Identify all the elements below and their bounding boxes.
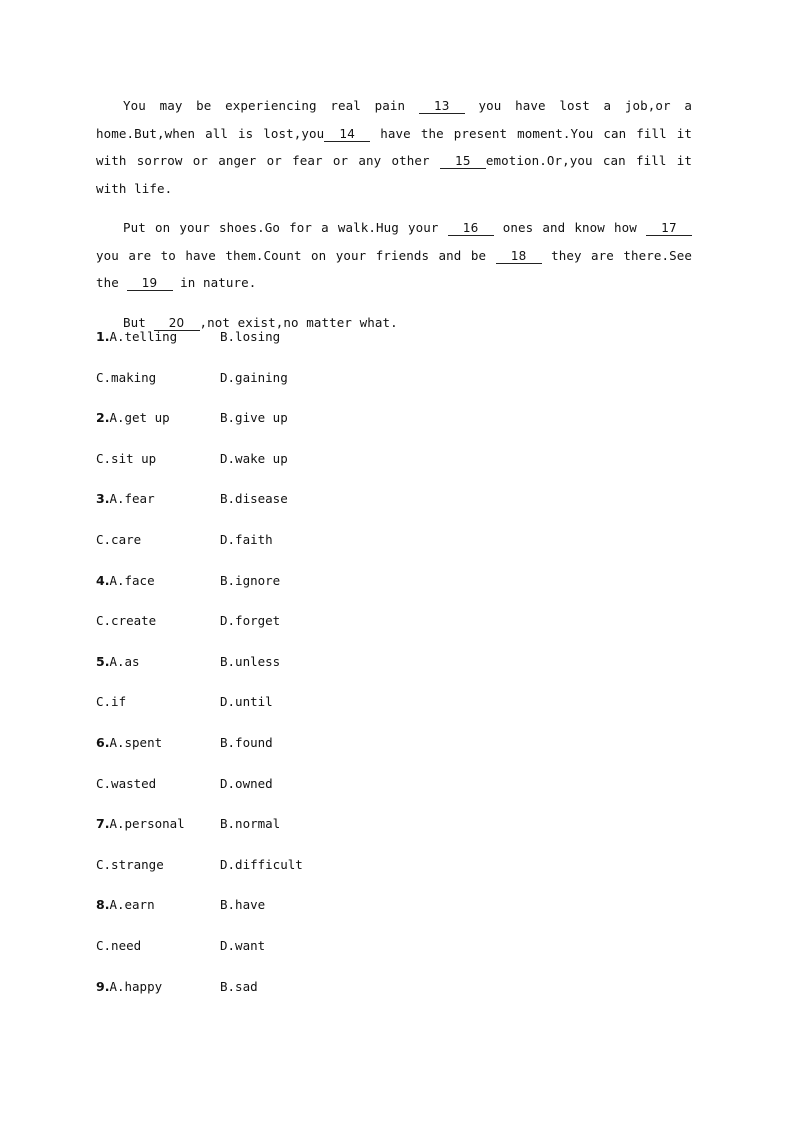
option-a [96, 814, 185, 834]
question-number: 4. [96, 572, 110, 588]
question-number: 8. [96, 897, 110, 913]
option-row [96, 692, 596, 733]
question-number: 3. [96, 491, 110, 507]
option-c: C.making [96, 369, 157, 385]
option-a-text: A.happy [109, 978, 163, 994]
option-row [96, 489, 596, 530]
option-b: B.found [220, 734, 273, 750]
option-row [96, 855, 596, 896]
blank-17: 17 [646, 221, 692, 236]
option-d: D.gaining [220, 369, 288, 385]
option-a-text: A.spent [109, 734, 163, 750]
option-row [96, 611, 596, 652]
option-d: D.difficult [220, 856, 303, 872]
option-c: C.need [96, 937, 142, 953]
option-d: D.owned [220, 775, 273, 791]
cloze-passage [96, 92, 692, 348]
option-c: C.care [96, 531, 142, 547]
text-segment: But [123, 314, 154, 330]
text-segment: you are to have them.Count on your friends and be [96, 247, 496, 263]
option-b: B.normal [220, 816, 281, 832]
option-b: B.losing [220, 329, 281, 344]
option-d: D.faith [220, 531, 273, 547]
blank-20: 20 [154, 316, 200, 331]
option-a-text: A.personal [109, 816, 185, 832]
option-a [96, 977, 162, 997]
text-segment: they are there.See the [96, 247, 692, 290]
option-a-text: A.face [109, 572, 155, 588]
option-a [96, 571, 155, 591]
option-d: D.want [220, 937, 266, 953]
option-a-text: A.earn [109, 897, 155, 913]
option-b: B.sad [220, 978, 258, 994]
text-segment: ,not exist,no matter what. [199, 314, 398, 330]
text-segment: you have lost a job,or a home.But,when all is lost,you [96, 98, 692, 141]
text-segment: in nature. [172, 275, 257, 290]
option-row [96, 774, 596, 815]
option-a [96, 652, 140, 672]
text-segment: You may be experiencing real pain [123, 98, 419, 113]
paragraph-1 [96, 92, 692, 202]
option-row [96, 936, 596, 977]
option-row [96, 652, 596, 693]
option-c: C.strange [96, 856, 164, 872]
option-row [96, 368, 596, 409]
text-segment: emotion.Or,you can fill it with life. [96, 153, 692, 196]
question-number: 5. [96, 653, 110, 669]
option-row [96, 571, 596, 612]
text-segment: Put on your shoes.Go for a walk.Hug your [123, 220, 448, 235]
blank-15: 15 [440, 154, 486, 169]
text-segment: ones and know how [493, 220, 646, 235]
option-a [96, 489, 155, 509]
option-row [96, 408, 596, 449]
option-a-text: A.fear [109, 491, 155, 507]
blank-14: 14 [324, 127, 370, 142]
option-c: C.wasted [96, 775, 157, 791]
option-row [96, 733, 596, 774]
option-b: B.have [220, 897, 266, 913]
option-c: C.create [96, 613, 157, 629]
option-b: B.ignore [220, 572, 281, 588]
question-number: 6. [96, 734, 110, 750]
option-row [96, 977, 596, 1018]
option-row [96, 530, 596, 571]
option-row [96, 895, 596, 936]
option-d: D.forget [220, 613, 281, 629]
blank-18: 18 [496, 249, 542, 264]
option-a-text: A.telling [109, 329, 178, 344]
option-d: D.wake up [220, 450, 288, 466]
option-a-text: A.as [109, 653, 140, 669]
option-row [96, 814, 596, 855]
question-number: 9. [96, 978, 110, 994]
option-row [96, 327, 596, 368]
text-segment: have the present moment.You can fill it with sorrow or anger or fear or any other [96, 125, 692, 168]
question-number: 2. [96, 410, 110, 426]
option-a [96, 733, 162, 753]
question-number: 7. [96, 816, 110, 832]
option-a [96, 408, 170, 428]
option-b: B.unless [220, 653, 281, 669]
option-c: C.sit up [96, 450, 157, 466]
option-a-text: A.get up [109, 410, 170, 426]
blank-16: 16 [448, 221, 494, 236]
blank-13: 13 [419, 99, 465, 114]
option-a [96, 895, 155, 915]
answer-options [96, 327, 596, 1017]
option-b: B.give up [220, 410, 288, 426]
option-d: D.until [220, 694, 273, 710]
option-a [96, 327, 177, 347]
paragraph-2 [96, 214, 692, 297]
option-b: B.disease [220, 491, 288, 507]
option-row [96, 449, 596, 490]
option-c: C.if [96, 694, 127, 710]
blank-19: 19 [127, 276, 173, 291]
question-number: 1. [96, 329, 110, 344]
